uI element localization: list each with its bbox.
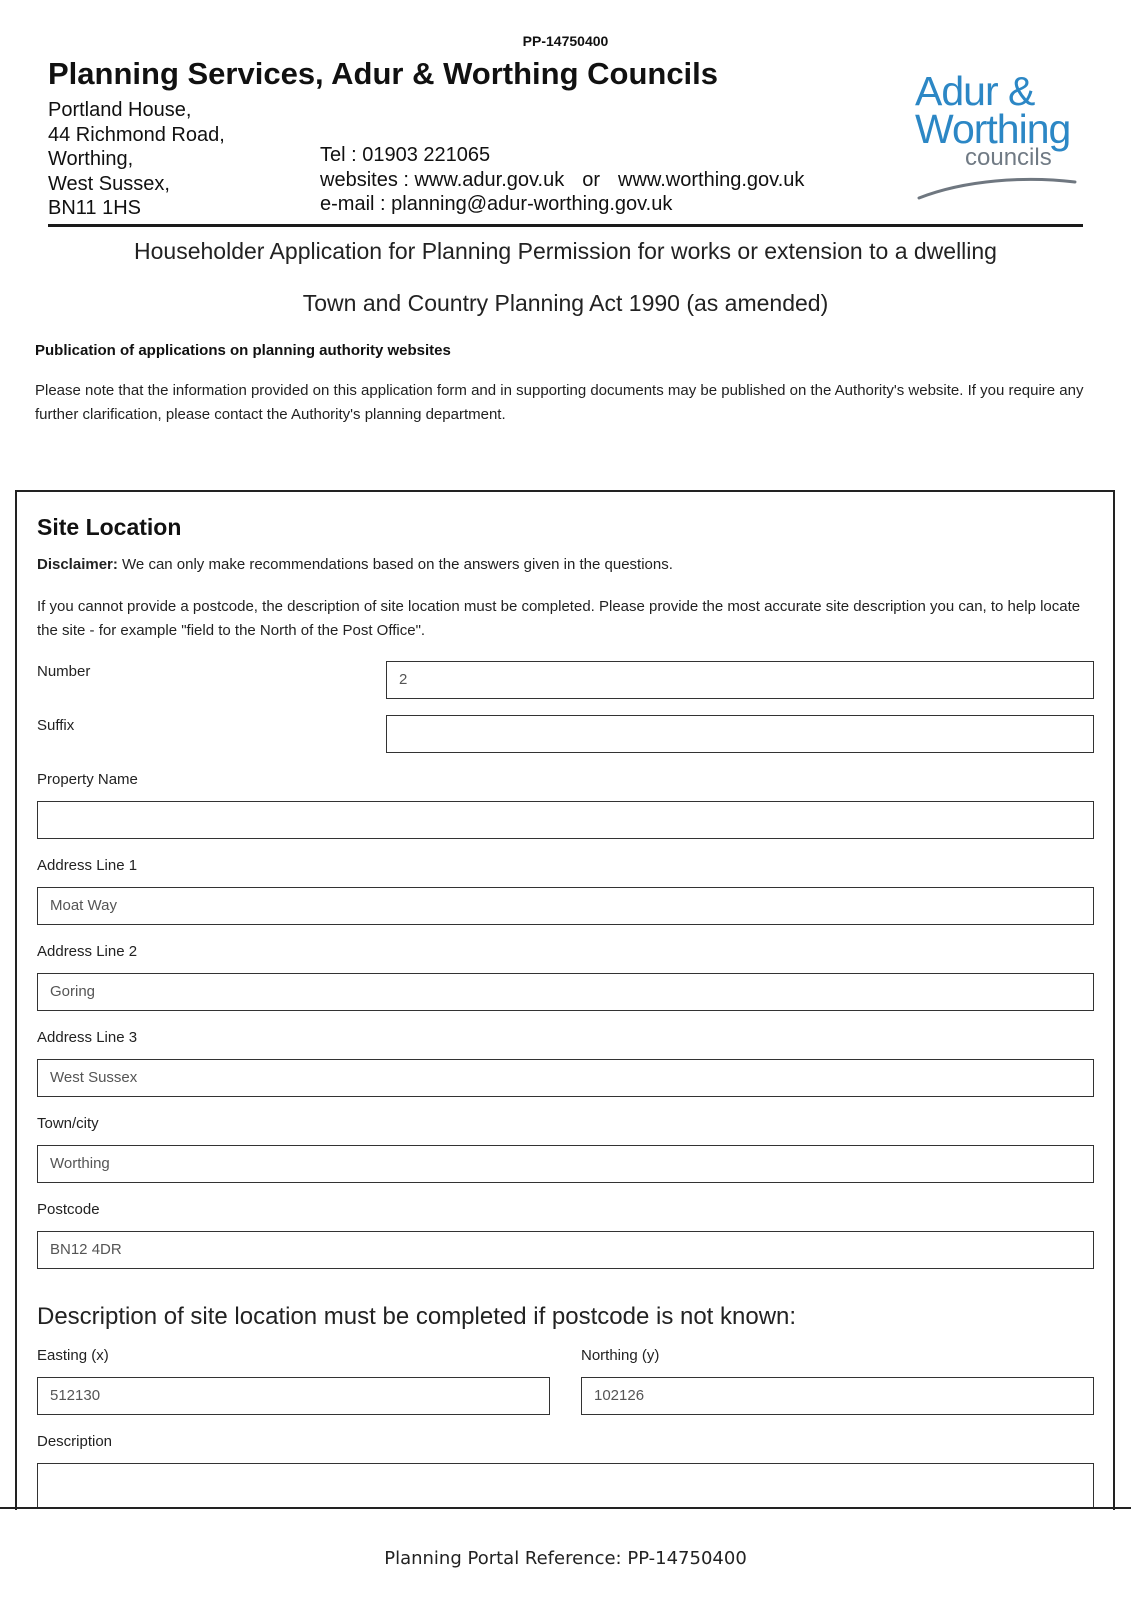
property-name-field[interactable] [37, 801, 1094, 839]
address-line-2-label: Address Line 2 [37, 943, 138, 960]
description-heading: Description of site location must be completed if postcode is not known: [37, 1303, 797, 1330]
website-adur[interactable]: websites : www.adur.gov.uk [320, 168, 565, 191]
page-break-divider [0, 1507, 1131, 1509]
act-title: Town and Country Planning Act 1990 (as amended) [302, 290, 829, 316]
council-logo [915, 68, 1090, 207]
telephone: Tel : 01903 221065 [320, 144, 491, 166]
website-worthing[interactable]: www.worthing.gov.uk [618, 168, 805, 191]
town-city-field[interactable]: Worthing [37, 1145, 1094, 1183]
logo-swoosh-icon [915, 172, 1080, 202]
address-line: 44 Richmond Road, [48, 123, 225, 146]
disclaimer [37, 556, 673, 573]
publication-heading: Publication of applications on planning authority websites [35, 342, 451, 359]
footer-reference: Planning Portal Reference: PP-14750400 [384, 1548, 747, 1569]
property-name-label: Property Name [37, 771, 138, 788]
websites-or: or [582, 168, 600, 191]
address-line: Worthing, [48, 148, 134, 170]
reference-number: PP-14750400 [522, 33, 609, 49]
address-line-3-field[interactable]: West Sussex [37, 1059, 1094, 1097]
postcode-field[interactable]: BN12 4DR [37, 1231, 1094, 1269]
form-title: Householder Application for Planning Permission for works or extension to a dwelling [134, 238, 997, 264]
address-line-1-field[interactable]: Moat Way [37, 887, 1094, 925]
number-field[interactable]: 2 [386, 661, 1094, 699]
site-location-note: If you cannot provide a postcode, the description of site location must be completed. Please provide the most accurate site description you can, to help locate the site - for example "field to the North of the Post Office". [37, 598, 1081, 639]
address-line-1-label: Address Line 1 [37, 857, 138, 874]
suffix-label: Suffix [37, 717, 75, 734]
northing-label: Northing (y) [581, 1347, 660, 1364]
description-field[interactable] [37, 1463, 1094, 1507]
easting-field[interactable]: 512130 [37, 1377, 550, 1415]
postcode-label: Postcode [37, 1201, 100, 1218]
northing-field[interactable]: 102126 [581, 1377, 1094, 1415]
suffix-field[interactable] [386, 715, 1094, 753]
address-line-3-label: Address Line 3 [37, 1029, 138, 1046]
description-label: Description [37, 1433, 113, 1450]
address-line: Portland House, [48, 99, 192, 121]
disclaimer-label: Disclaimer: [37, 556, 118, 573]
disclaimer-text: We can only make recommendations based on the answers given in the questions. [117, 556, 673, 573]
address-line-2-field[interactable]: Goring [37, 973, 1094, 1011]
address-line: West Sussex, [48, 172, 170, 195]
contact-details [320, 143, 804, 217]
postal-address [48, 98, 225, 221]
address-line: BN11 1HS [48, 197, 142, 219]
number-label: Number [37, 663, 91, 680]
section-title: Site Location [37, 514, 182, 540]
organisation-title: Planning Services, Adur & Worthing Councils [48, 56, 719, 91]
logo-text-line-2: Worthing [915, 106, 1071, 152]
websites [320, 168, 804, 193]
email[interactable]: e-mail : planning@adur-worthing.gov.uk [320, 193, 673, 215]
logo-text-line-1: Adur & [915, 68, 1035, 114]
easting-label: Easting (x) [37, 1347, 109, 1364]
logo-text-line-3: councils [965, 144, 1052, 171]
town-city-label: Town/city [37, 1115, 99, 1132]
header-divider [48, 224, 1083, 227]
publication-body: Please note that the information provided on this application form and in supporting documents may be published on the Authority's website. If you require any further clarification, please contact the Authority's planning department. [35, 382, 1084, 423]
